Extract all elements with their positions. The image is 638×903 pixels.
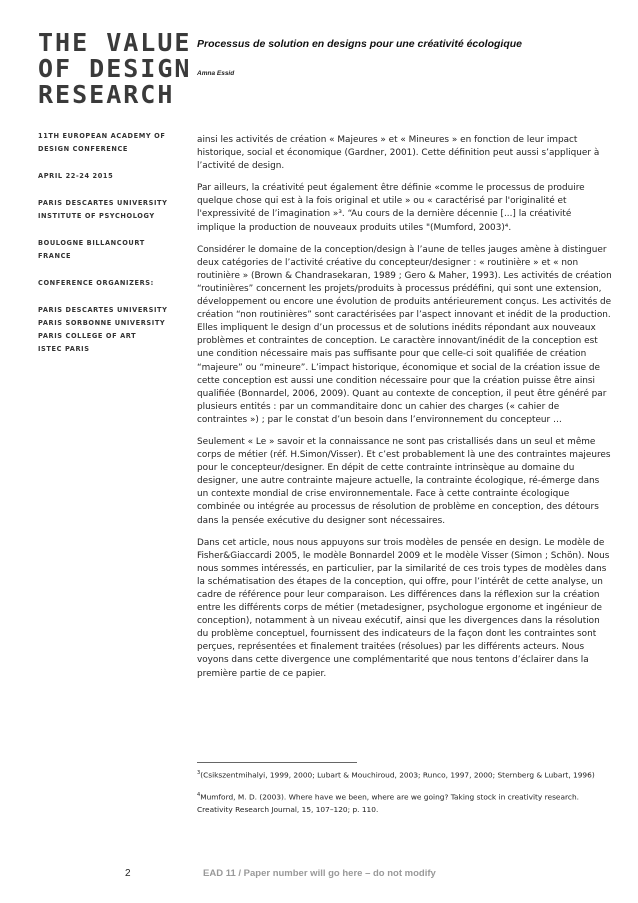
logo-line-1: THE VALUE: [38, 28, 192, 57]
footer-note: EAD 11 / Paper number will go here – do not modify: [203, 868, 436, 879]
sidebar-line: PARIS DESCARTES UNIVERSITY: [38, 199, 168, 207]
sidebar-line: APRIL 22-24 2015: [38, 172, 114, 180]
sidebar-line: PARIS DESCARTES UNIVERSITY: [38, 306, 168, 314]
body-text: [197, 134, 612, 690]
sidebar-group: [38, 277, 178, 290]
body-paragraph: ainsi les activités de création « Majeures » et « Mineures » en fonction de leur impact historique, social et économique (Gardner, 2001). Cette définition peut aussi s’appliquer à l’activité de design.: [197, 135, 600, 172]
sidebar-line: DESIGN CONFERENCE: [38, 145, 129, 153]
sidebar-line: ISTEC PARIS: [38, 345, 90, 353]
sidebar-group: [38, 170, 178, 183]
logo-line-2: OF DESIGN: [38, 54, 192, 83]
conference-logo: [38, 30, 191, 108]
sidebar-group: [38, 237, 178, 263]
sidebar-line: 11TH EUROPEAN ACADEMY OF: [38, 132, 166, 140]
page-number: 2: [125, 868, 131, 879]
body-paragraph: Par ailleurs, la créativité peut également être définie «comme le processus de produire quelque chose qui est à la fois original et utile » ou « caractérisé par l'originalité et l'expressivité de l’imagination »³. “Au cours de la dernière décennie [...] la créativité implique la production de nouveaux produits utiles "(Mumford, 2003)⁴.: [197, 183, 585, 233]
sidebar-line: PARIS COLLEGE OF ART: [38, 332, 137, 340]
logo-line-3: RESEARCH: [38, 80, 175, 109]
sidebar-group: [38, 197, 178, 223]
sidebar-line: PARIS SORBONNE UNIVERSITY: [38, 319, 166, 327]
sidebar-group: [38, 130, 178, 156]
footnote-number: 4: [197, 792, 201, 799]
footnote-number: 3: [197, 770, 201, 776]
sidebar-line: INSTITUTE OF PSYCHOLOGY: [38, 212, 155, 220]
body-paragraph: Considérer le domaine de la conception/design à l’aune de telles jauges amène à distinguer deux catégories de l’activité créative du concepteur/designer : « routinière » et « non routinière » (Brown & Chandrasekaran, 1989 ; Gero & Maher, 1993). Les activités de création “routinières” concernent les projets/produits à processus prédéfini, qui sont une extension, développement ou encore une évolution de produits antérieurement conçus. Les activités de création “non routinières” sont caractérisées par l’aspect innovant et inédit de la production. Elles impliquent le design d’un processus et de solutions inédits répondant aux nouveaux problèmes et contraintes de conception. Le caractère innovant/inédit de la conception est une condition nécessaire mais pas suffisante pour que celle-ci soit qualifiée de création “majeure” ou “mineure”. L’impact historique, économique et social de la création issue de cette conception est aussi une condition nécessaire pour que la création puisse être ainsi qualifiée (Bonnardel, 2006, 2009). Quant au contexte de conception, il peut être généré par plusieurs entités : par un commanditaire donc un cahier des charges (« cahier de contraintes ») ; par le constat d’un besoin dans l’environnement du concepteur …: [197, 244, 612, 425]
conference-sidebar: [38, 130, 178, 370]
sidebar-line: BOULOGNE BILLANCOURT: [38, 239, 145, 247]
footnote-rule: [197, 762, 357, 763]
paper-author: Amna Essid: [197, 70, 235, 77]
sidebar-group: [38, 304, 178, 356]
sidebar-line: CONFERENCE ORGANIZERS:: [38, 279, 154, 287]
footnote: [197, 789, 612, 815]
footnote-text: Mumford, M. D. (2003). Where have we been, where are we going? Taking stock in creativity research. Creativity Research Journal, 15, 107–120; p. 110.: [197, 792, 579, 814]
footnote-text: (Csikszentmihalyi, 1999, 2000; Lubart & Mouchiroud, 2003; Runco, 1997, 2000; Sternberg & Lubart, 1996): [200, 770, 595, 780]
body-paragraph: Dans cet article, nous nous appuyons sur trois modèles de pensée en design. Le modèle de Fisher&Giaccardi 2005, le modèle Bonnardel 2009 et le modèle Visser (Simon ; Schön). Nous nous sommes intéressés, en particulier, par la similarité de ces trois types de modèles dans la schématisation des étapes de la conception, qui offre, pour l’intérêt de cette analyse, un cadre de référence pour leur comparaison. Les différences dans la réflexion sur la création entre les différents corps de métier (metadesigner, psychologue ergonome et ingénieur de conception), notamment à un niveau exécutif, ainsi que les divergences dans la résolution du problème conceptuel, fournissent des indicateurs de la façon dont les contraintes sont perçues, représentées et finalement traitées (résolues) par les différents acteurs. Nous voyons dans cette divergence une complémentarité que nous tentons d’éclairer dans la première partie de ce papier.: [197, 537, 610, 679]
footnotes: [197, 762, 612, 824]
footnote: [197, 767, 612, 781]
sidebar-line: FRANCE: [38, 252, 72, 260]
body-paragraph: Seulement « Le » savoir et la connaissance ne sont pas cristallisés dans un seul et même corps de métier (réf. H.Simon/Visser). Et c’est probablement là une des contraintes majeures pour le concepteur/designer. En dépit de cette contrainte intrinsèque au domaine du designer, une autre contrainte majeure actuelle, la contrainte écologique, ré-émerge dans un contexte mondial de crise environnementale. Face à cette contrainte écologique combinée ou intégrée au processus de résolution de problème en conception, des détours dans la pensée exécutive du designer sont nécessaires.: [197, 436, 611, 526]
paper-title: Processus de solution en designs pour une créativité écologique: [197, 38, 522, 50]
